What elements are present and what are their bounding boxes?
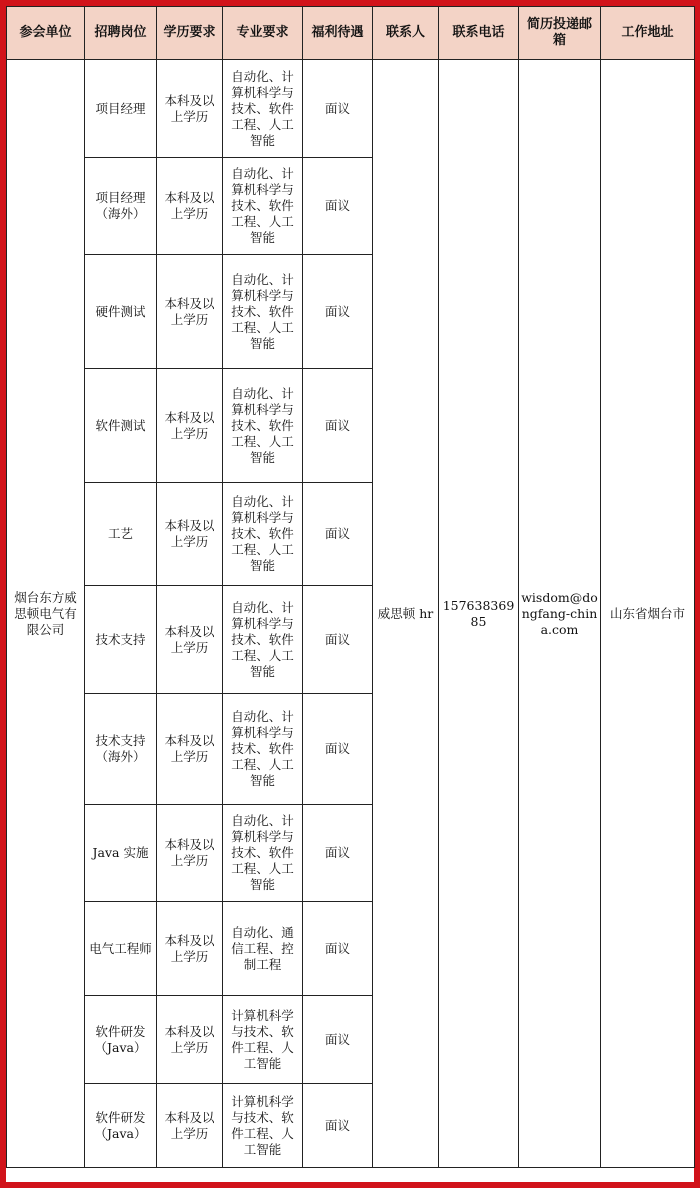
benefit-cell: 面议 — [303, 158, 373, 255]
document-frame — [6, 6, 694, 1182]
benefit-cell: 面议 — [303, 586, 373, 694]
position-cell: 软件研发（Java） — [85, 1084, 157, 1168]
education-cell: 本科及以上学历 — [157, 902, 223, 996]
education-cell: 本科及以上学历 — [157, 694, 223, 805]
position-cell: 软件测试 — [85, 369, 157, 483]
header-email: 简历投递邮箱 — [519, 7, 601, 60]
major-cell: 自动化、计算机科学与技术、软件工程、人工智能 — [223, 586, 303, 694]
major-cell: 自动化、计算机科学与技术、软件工程、人工智能 — [223, 158, 303, 255]
major-cell: 自动化、通信工程、控制工程 — [223, 902, 303, 996]
major-cell: 自动化、计算机科学与技术、软件工程、人工智能 — [223, 483, 303, 586]
position-cell: 电气工程师 — [85, 902, 157, 996]
position-cell: 技术支持（海外） — [85, 694, 157, 805]
major-cell: 计算机科学与技术、软件工程、人工智能 — [223, 996, 303, 1084]
address-cell: 山东省烟台市 — [601, 60, 695, 1168]
education-cell: 本科及以上学历 — [157, 805, 223, 902]
education-cell: 本科及以上学历 — [157, 483, 223, 586]
education-cell: 本科及以上学历 — [157, 369, 223, 483]
major-cell: 自动化、计算机科学与技术、软件工程、人工智能 — [223, 369, 303, 483]
position-cell: 技术支持 — [85, 586, 157, 694]
position-cell: 软件研发（Java） — [85, 996, 157, 1084]
phone-cell: 15763836985 — [439, 60, 519, 1168]
header-benefit: 福利待遇 — [303, 7, 373, 60]
benefit-cell: 面议 — [303, 255, 373, 369]
education-cell: 本科及以上学历 — [157, 255, 223, 369]
major-cell: 自动化、计算机科学与技术、软件工程、人工智能 — [223, 694, 303, 805]
benefit-cell: 面议 — [303, 694, 373, 805]
major-cell: 自动化、计算机科学与技术、软件工程、人工智能 — [223, 805, 303, 902]
header-major: 专业要求 — [223, 7, 303, 60]
benefit-cell: 面议 — [303, 483, 373, 586]
recruitment-table — [6, 6, 695, 1168]
major-cell: 计算机科学与技术、软件工程、人工智能 — [223, 1084, 303, 1168]
header-company: 参会单位 — [7, 7, 85, 60]
benefit-cell: 面议 — [303, 902, 373, 996]
education-cell: 本科及以上学历 — [157, 996, 223, 1084]
education-cell: 本科及以上学历 — [157, 158, 223, 255]
benefit-cell: 面议 — [303, 1084, 373, 1168]
company-cell: 烟台东方威思顿电气有限公司 — [7, 60, 85, 1168]
contact-cell: 威思顿 hr — [373, 60, 439, 1168]
education-cell: 本科及以上学历 — [157, 586, 223, 694]
position-cell: 项目经理 — [85, 60, 157, 158]
benefit-cell: 面议 — [303, 805, 373, 902]
position-cell: 硬件测试 — [85, 255, 157, 369]
email-cell: wisdom@dongfang-china.com — [519, 60, 601, 1168]
position-cell: Java 实施 — [85, 805, 157, 902]
major-cell: 自动化、计算机科学与技术、软件工程、人工智能 — [223, 255, 303, 369]
education-cell: 本科及以上学历 — [157, 60, 223, 158]
benefit-cell: 面议 — [303, 60, 373, 158]
position-cell: 工艺 — [85, 483, 157, 586]
header-row — [7, 7, 695, 60]
table-row — [7, 60, 695, 158]
education-cell: 本科及以上学历 — [157, 1084, 223, 1168]
header-contact: 联系人 — [373, 7, 439, 60]
major-cell: 自动化、计算机科学与技术、软件工程、人工智能 — [223, 60, 303, 158]
header-education: 学历要求 — [157, 7, 223, 60]
header-address: 工作地址 — [601, 7, 695, 60]
position-cell: 项目经理（海外） — [85, 158, 157, 255]
header-phone: 联系电话 — [439, 7, 519, 60]
benefit-cell: 面议 — [303, 996, 373, 1084]
header-position: 招聘岗位 — [85, 7, 157, 60]
benefit-cell: 面议 — [303, 369, 373, 483]
